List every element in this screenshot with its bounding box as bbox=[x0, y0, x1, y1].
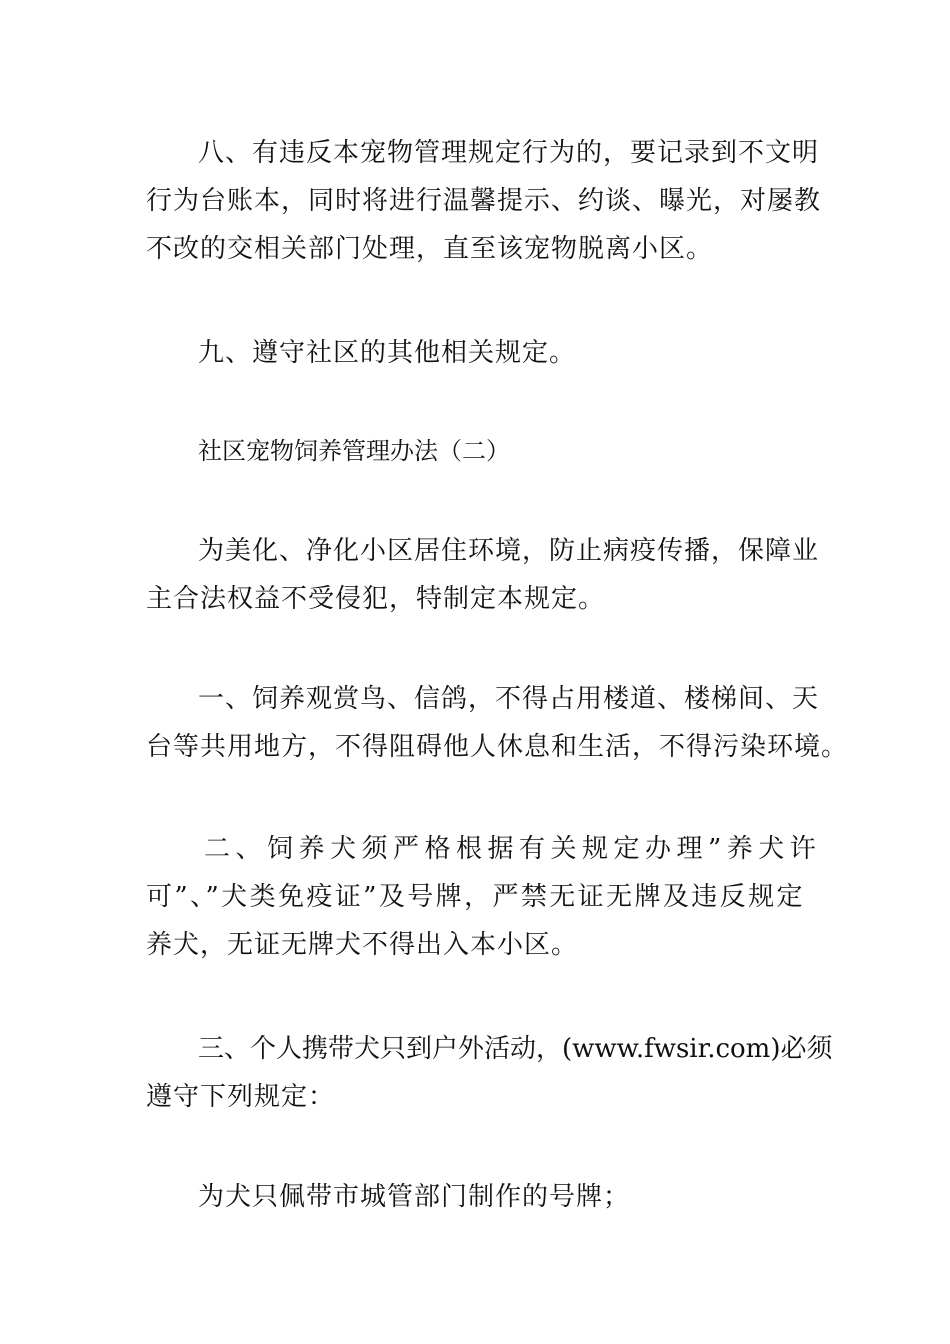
item2-line1: 二、饲养犬须严格根据有关规定办理”养犬许 bbox=[204, 834, 822, 864]
para8-line1: 八、有违反本宠物管理规定行为的，要记录到不文明 bbox=[198, 138, 820, 168]
item3-line1: 三、个人携带犬只到户外活动，(www.fwsir.com)必须 bbox=[198, 1034, 833, 1064]
para8-line3: 不改的交相关部门处理，直至该宠物脱离小区。 bbox=[146, 234, 714, 264]
item1-line2: 台等共用地方，不得阻碍他人休息和生活，不得污染环境。 bbox=[146, 732, 849, 762]
para9-line1: 九、遵守社区的其他相关规定。 bbox=[198, 338, 577, 368]
item1-line1: 一、饲养观赏鸟、信鸽，不得占用楼道、楼梯间、天 bbox=[198, 684, 820, 714]
para8-line2: 行为台账本，同时将进行温馨提示、约谈、曝光，对屡教 bbox=[146, 186, 822, 216]
item2-line3: 养犬，无证无牌犬不得出入本小区。 bbox=[146, 930, 579, 960]
item2-line2: 可”、”犬类免疫证”及号牌，严禁无证无牌及违反规定 bbox=[146, 882, 805, 912]
item3-line2: 遵守下列规定： bbox=[146, 1082, 336, 1112]
section-title: 社区宠物饲养管理办法（二） bbox=[198, 437, 510, 465]
item3-sub1-line1: 为犬只佩带市城管部门制作的号牌； bbox=[198, 1182, 631, 1212]
intro-line1: 为美化、净化小区居住环境，防止病疫传播，保障业 bbox=[198, 536, 820, 566]
intro-line2: 主合法权益不受侵犯，特制定本规定。 bbox=[146, 584, 606, 614]
